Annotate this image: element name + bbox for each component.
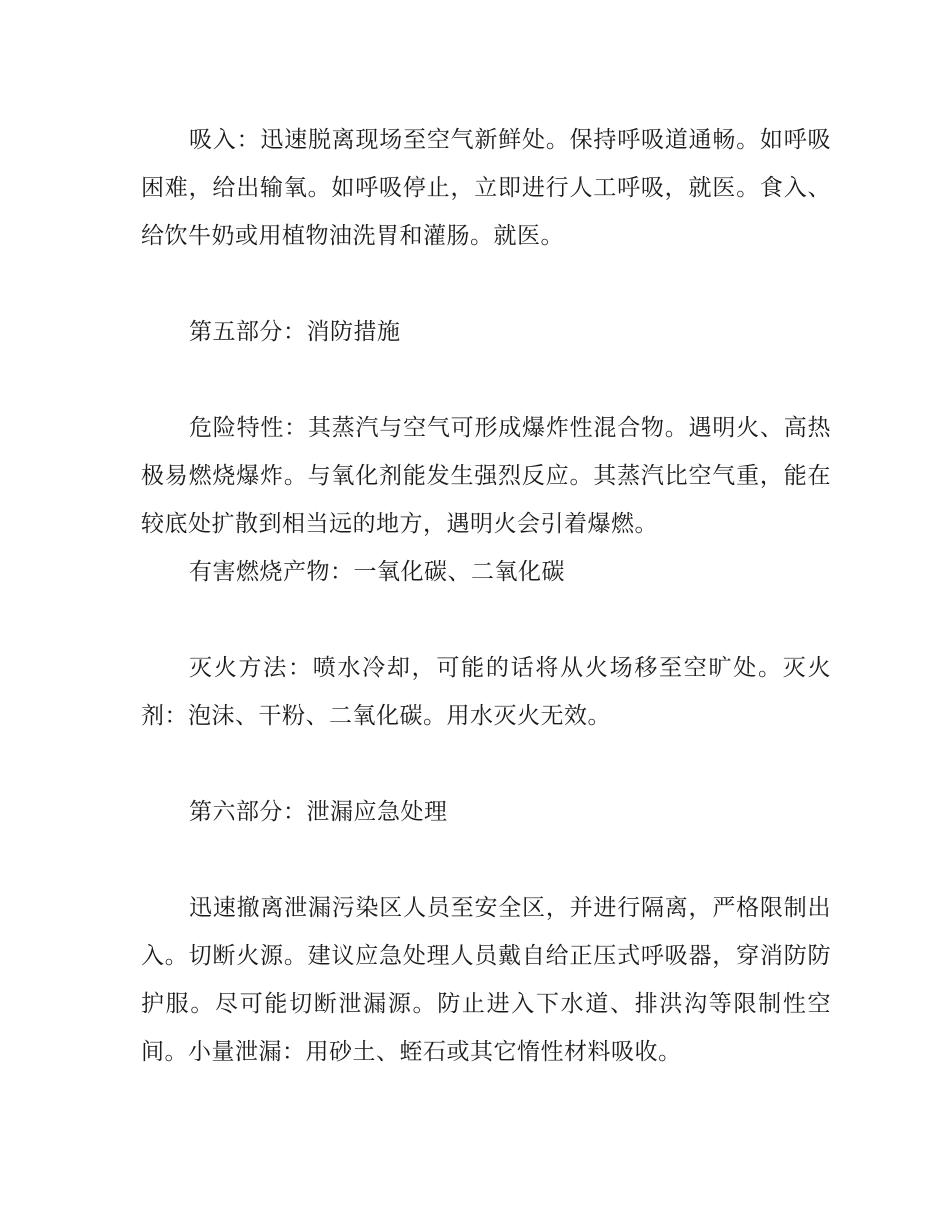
paragraph-hazard-characteristics: 危险特性：其蒸汽与空气可形成爆炸性混合物。遇明火、高热极易燃烧爆炸。与氧化剂能发生强烈反应。其蒸汽比空气重，能在较底处扩散到相当远的地方，遇明火会引着爆燃。 [141,415,831,537]
paragraph-extinguishing-method: 灭火方法：喷水冷却，可能的话将从火场移至空旷处。灭火剂：泡沫、干粉、二氧化碳。用水灭火无效。 [141,655,831,729]
paragraph-leak-procedure: 迅速撤离泄漏污染区人员至安全区，并进行隔离，严格限制出入。切断火源。建议应急处理人员戴自给正压式呼吸器，穿消防防护服。尽可能切断泄漏源。防止进入下水道、排洪沟等限制性空间。小量泄漏：用砂土、蛭石或其它惰性材料吸收。 [141,895,831,1065]
section-heading-leak-response: 第六部分：泄漏应急处理 [189,799,448,825]
paragraph-inhalation-ingestion: 吸入：迅速脱离现场至空气新鲜处。保持呼吸道通畅。如呼吸困难，给出输氧。如呼吸停止，立即进行人工呼吸，就医。食入、给饮牛奶或用植物油洗胃和灌肠。就医。 [141,127,831,249]
paragraph-combustion-products: 有害燃烧产物：一氧化碳、二氧化碳 [189,559,565,585]
document-page [141,116,831,1076]
section-heading-fire-measures: 第五部分：消防措施 [189,319,401,345]
